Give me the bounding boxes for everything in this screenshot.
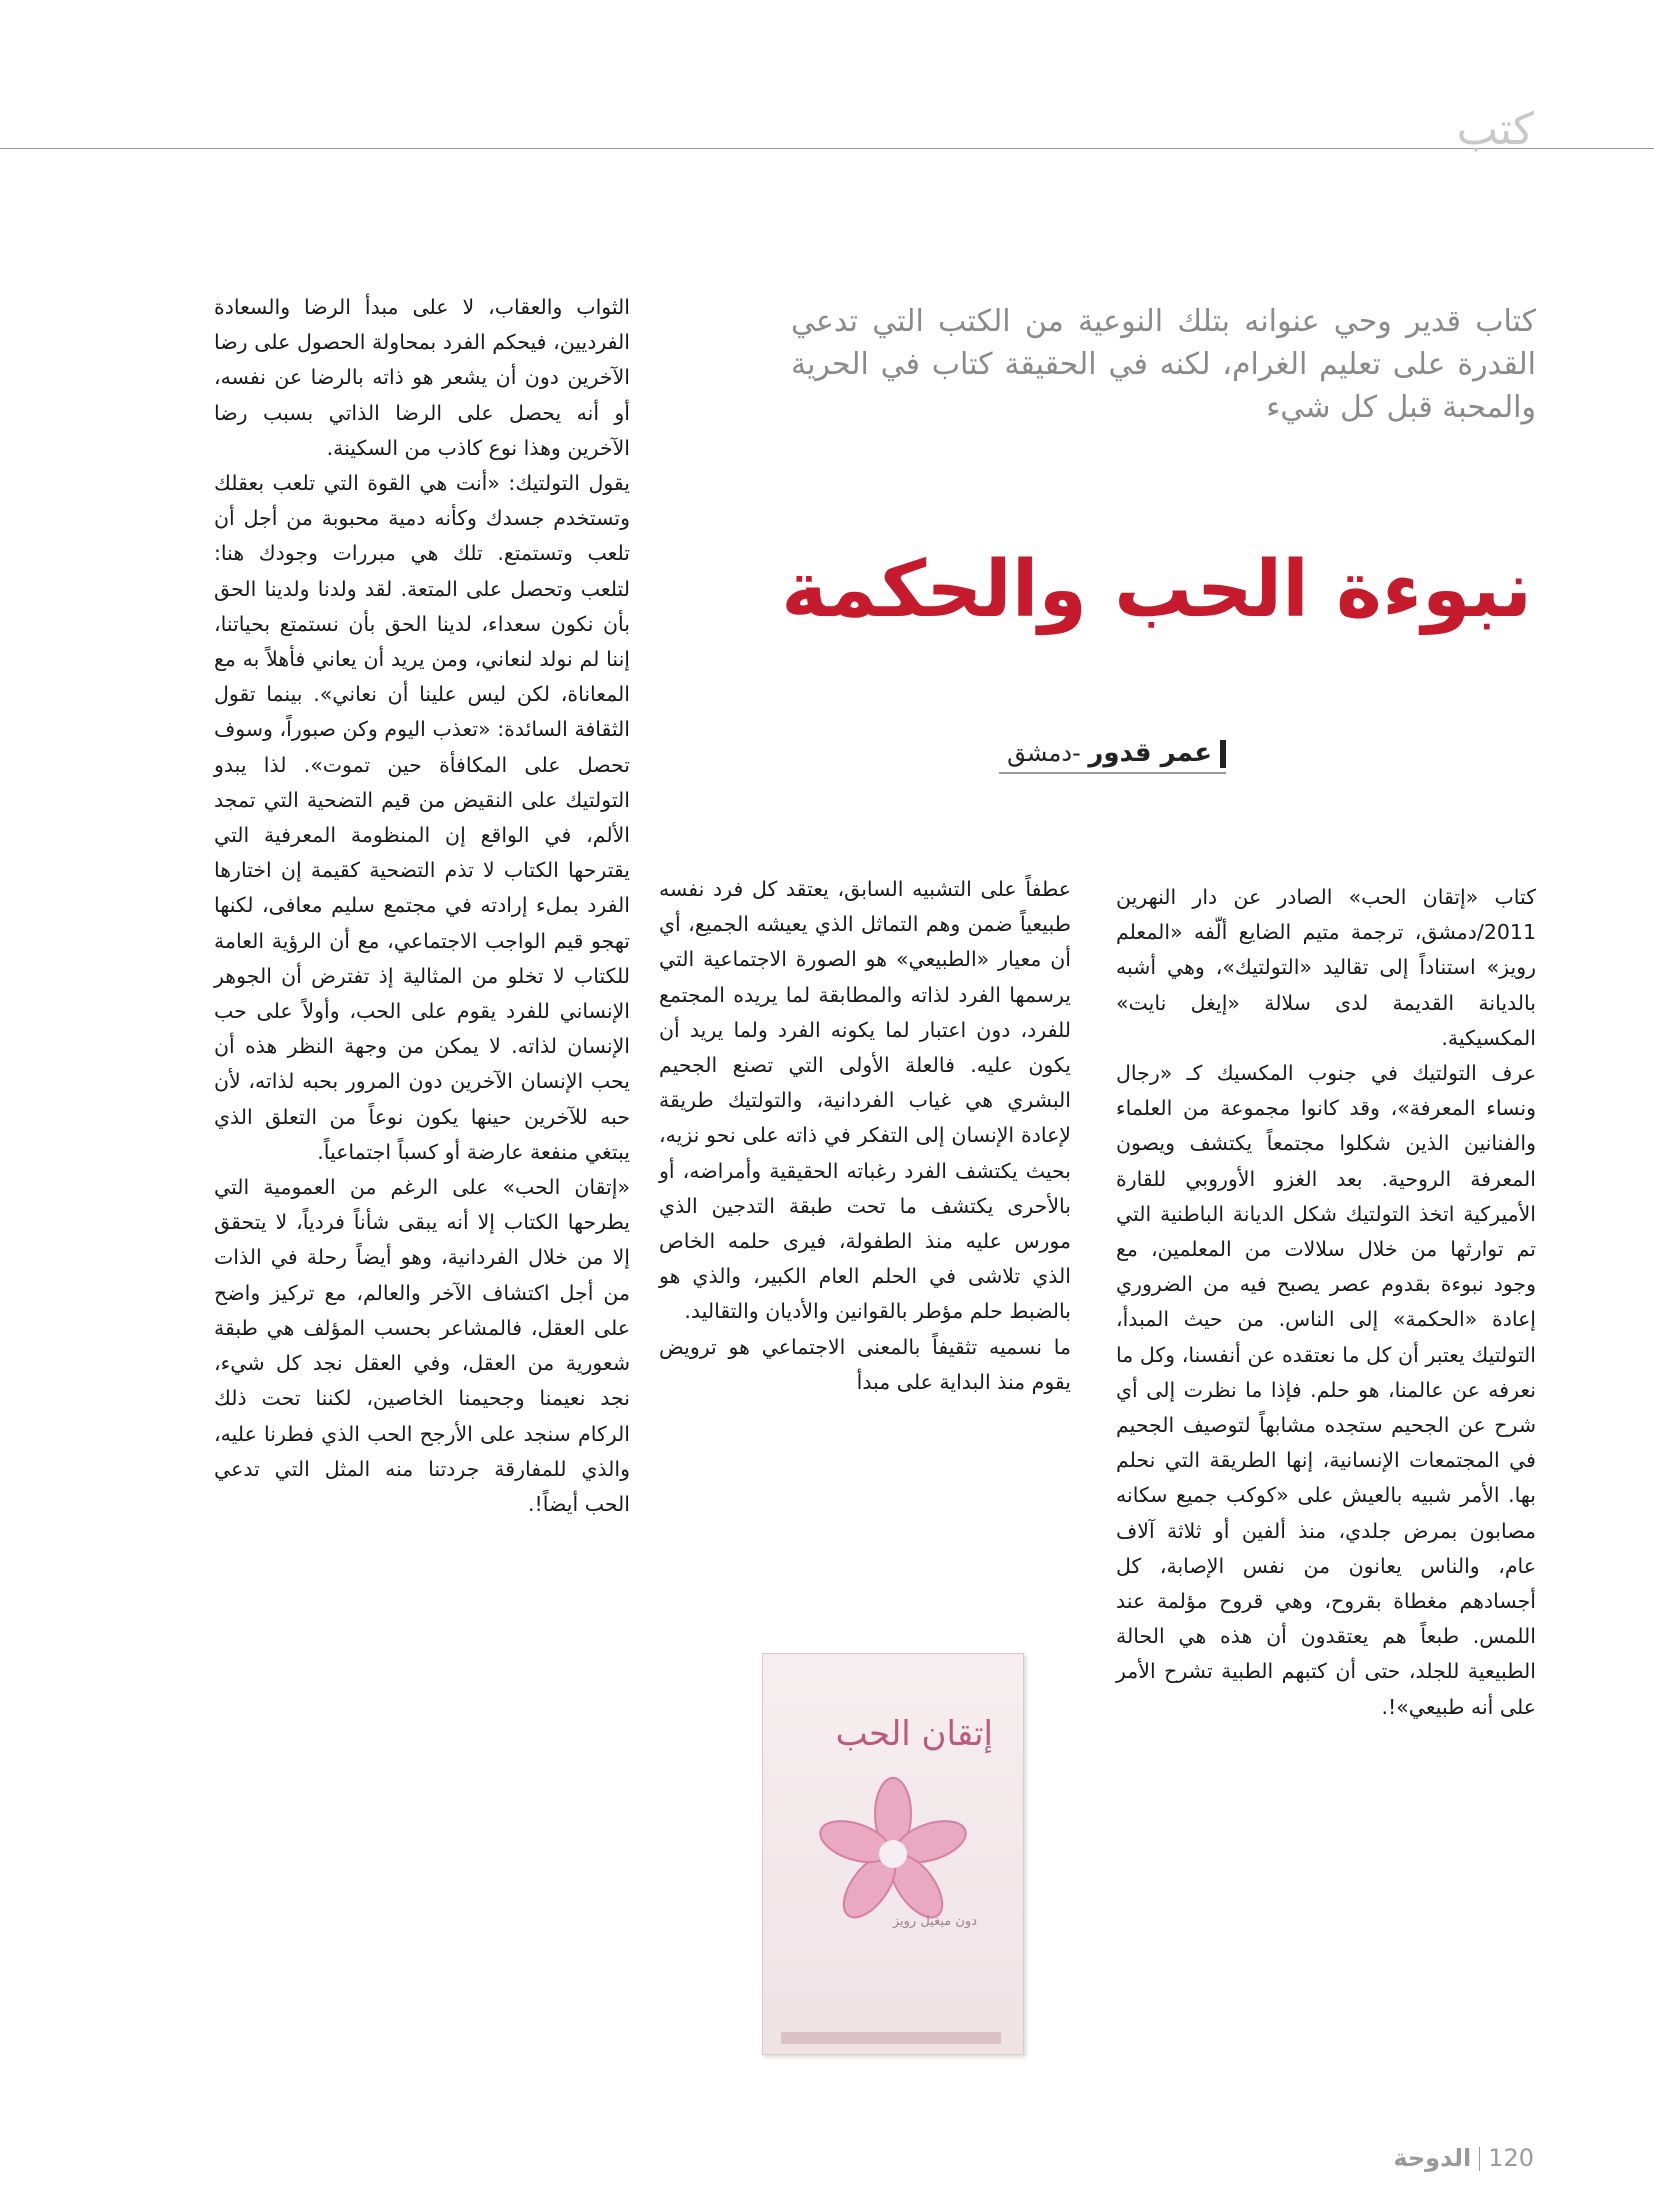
article-headline: نبوءة الحب والحكمة bbox=[781, 545, 1532, 635]
book-cover-author: دون ميغيل رويز bbox=[892, 1914, 977, 1929]
author-city: -دمشق bbox=[1007, 739, 1081, 767]
byline bbox=[999, 738, 1226, 774]
footer-separator bbox=[1479, 2147, 1480, 2171]
section-label: كتب bbox=[1456, 104, 1534, 155]
column-1-paragraph: عرف التولتيك في جنوب المكسيك كـ «رجال ونساء المعرفة»، وقد كانوا مجموعة من العلماء والفنانين الذين شكلوا مجتمعاً يكتشف ويصون المعرفة الروحية. بعد الغزو الأوروبي للقارة الأميركية اتخذ التولتيك شكل الديانة الباطنية التي تم توارثها من خلال سلالات من المعلمين، مع وجود نبوءة بقدوم عصر يصبح فيه من الضروري إعادة «الحكمة» إلى الناس. من حيث المبدأ، التولتيك يعتبر أن كل ما نعتقده عن أنفسنا، وكل ما نعرفه عن عالمنا، هو حلم. فإذا ما نظرت إلى أي شرح عن الجحيم ستجده مشابهاً لتوصيف الجحيم في المجتمعات الإنسانية، إنها الطريقة التي نحلم بها. الأمر شبيه بالعيش على «كوكب جميع سكانه مصابون بمرض جلدي، منذ ألفين أو ثلاثة آلاف عام، والناس يعانون من نفس الإصابة، كل أجسادهم مغطاة بقروح، وهي قروح مؤلمة عند اللمس. طبعاً هم يعتقدون أن هذه هي الحالة الطبيعية للجلد، حتى أن كتبهم الطبية تشرح الأمر على أنه طبيعي»!. bbox=[1116, 1061, 1536, 1719]
article-column-1 bbox=[1116, 880, 1536, 2100]
book-cover-title: إتقان الحب bbox=[835, 1714, 993, 1754]
column-3-paragraph: يقول التولتيك: «أنت هي القوة التي تلعب بعقلك وتستخدم جسدك وكأنه دمية محبوبة من أجل أن تلعب وتستمتع. تلك هي مبررات وجودك هنا: لتلعب وتحصل على المتعة. لقد ولدنا ولدينا الحق بأن نكون سعداء، لدينا الحق بأن نستمتع بحياتنا، إننا لم نولد لنعاني، ومن يريد أن يعاني فأهلاً به مع المعاناة، لكن ليس علينا أن نعاني». بينما تقول الثقافة السائدة: «تعذب اليوم وكن صبوراً، وسوف تحصل على المكافأة حين تموت». لذا يبدو التولتيك على النقيض من قيم التضحية التي تمجد الألم، في الواقع إن المنظومة المعرفية التي يقترحها الكتاب لا تذم التضحية كقيمة إن اختارها الفرد بملء إرادته في مجتمع سليم معافى، لكنها تهجو قيم الواجب الاجتماعي، مع أن الرؤية العامة للكتاب لا تخلو من المثالية إذ تفترض أن الجوهر الإنساني للفرد يقوم على الحب، وأولاً على حب الإنسان لذاته. لا يمكن من وجهة النظر هذه أن يحب الإنسان الآخرين دون المرور بحبه لذاته، لأن حبه للآخرين حينها يكون نوعاً من التعلق الذي يبتغي منفعة عارضة أو كسباً اجتماعياً. bbox=[214, 471, 630, 1164]
top-rule bbox=[0, 148, 1654, 149]
author-name: عمر قدور bbox=[1088, 738, 1212, 768]
column-3-paragraph: «إتقان الحب» على الرغم من العمومية التي يطرحها الكتاب إلا أنه يبقى شأناً فردياً، لا يتحقق إلا من خلال الفردانية، وهو أيضاً رحلة في الذات من أجل اكتشاف الآخر والعالم، مع تركيز واضح على العقل، فالمشاعر بحسب المؤلف هي طبقة شعورية من العقل، وفي العقل نجد كل شيء، نجد نعيمنا وجحيمنا الخاصين، لكننا تحت ذلك الركام سنجد على الأرجح الحب الذي فطرنا عليه، والذي للمفارقة جردتنا منه المثل التي تدعي الحب أيضاً!. bbox=[214, 1175, 630, 1516]
article-column-2 bbox=[659, 872, 1071, 1612]
article-column-3 bbox=[214, 290, 630, 2090]
column-3-paragraph: الثواب والعقاب، لا على مبدأ الرضا والسعادة الفرديين، فيحكم الفرد بمحاولة الحصول على رضا الآخرين دون أن يشعر هو ذاته بالرضا عن نفسه، أو أنه يحصل على الرضا الذاتي بسبب رضا الآخرين وهذا نوع كاذب من السكينة. bbox=[214, 295, 630, 460]
flower-icon bbox=[813, 1774, 973, 1934]
book-cover-footer-band bbox=[781, 2032, 1001, 2044]
column-2-paragraph: عطفاً على التشبيه السابق، يعتقد كل فرد نفسه طبيعياً ضمن وهم التماثل الذي يعيشه الجميع، أي أن معيار «الطبيعي» هو الصورة الاجتماعية التي يرسمها الفرد لذاته والمطابقة لما يريده المجتمع للفرد، دون اعتبار لما يكونه الفرد ولما يريد أن يكون عليه. فالعلة الأولى التي تصنع الجحيم البشري هي غياب الفردانية، والتولتيك طريقة لإعادة الإنسان إلى التفكر في ذاته على نحو نزيه، بحيث يكتشف الفرد رغباته الحقيقية وأمراضه، أو بالأحرى يكتشف ما تحت طبقة التدجين الذي مورس عليه منذ الطفولة، فيرى حلمه الخاص الذي تلاشى في الحلم العام الكبير، والذي هو بالضبط حلم مؤطر بالقوانين والأديان والتقاليد. bbox=[659, 877, 1071, 1324]
column-2-paragraph: ما نسميه تثقيفاً بالمعنى الاجتماعي هو ترويض يقوم منذ البداية على مبدأ bbox=[659, 1334, 1071, 1394]
article-lede: كتاب قدير وحي عنوانه بتلك النوعية من الكتب التي تدعي القدرة على تعليم الغرام، لكنه في الحقيقة كتاب في الحرية والمحبة قبل كل شيء bbox=[791, 304, 1536, 425]
magazine-logo: الدوحة bbox=[1393, 2144, 1472, 2172]
column-1-paragraph: كتاب «إتقان الحب» الصادر عن دار النهرين 2011/دمشق، ترجمة متيم الضايع ألّفه «المعلم رويز» استناداً إلى تقاليد «التولتيك»، وهي أشبه بالديانة القديمة لدى سلالة «إيغل نايت» المكسيكية. bbox=[1116, 885, 1536, 1050]
page-number: 120 bbox=[1488, 2144, 1534, 2172]
book-cover-image bbox=[762, 1653, 1024, 2055]
byline-bar bbox=[1220, 740, 1226, 768]
page-footer bbox=[1393, 2144, 1534, 2172]
